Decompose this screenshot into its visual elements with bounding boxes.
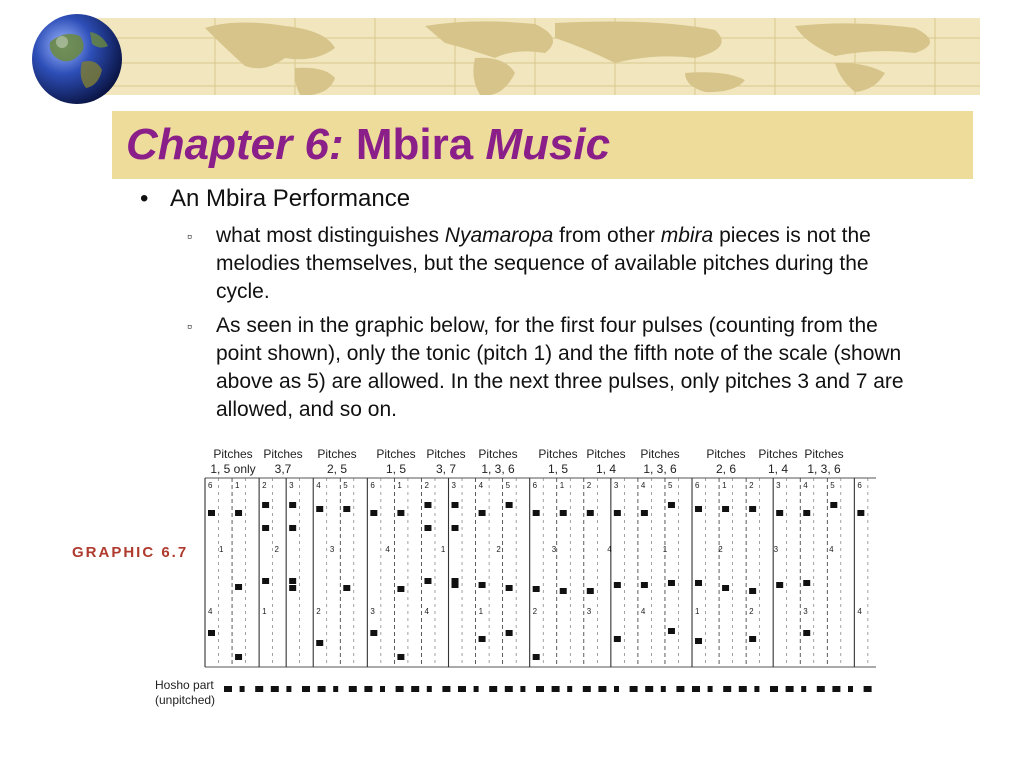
top-row-number: 3 xyxy=(451,481,456,490)
pitch-header-line2: 1, 3, 6 xyxy=(807,462,841,476)
bottom-row-number: 3 xyxy=(586,607,592,616)
hosho-stroke xyxy=(832,686,840,692)
hosho-stroke xyxy=(380,686,385,692)
note-box xyxy=(695,638,702,644)
hosho-stroke xyxy=(364,686,372,692)
hosho-stroke xyxy=(349,686,357,692)
pitch-header-line2: 1, 3, 6 xyxy=(643,462,677,476)
hosho-stroke xyxy=(505,686,513,692)
top-row-number: 2 xyxy=(424,481,429,490)
top-row-number: 3 xyxy=(289,481,294,490)
bullet-dot-icon: • xyxy=(140,185,149,212)
pitch-header-line2: 1, 4 xyxy=(595,462,617,476)
note-box xyxy=(316,506,323,512)
note-box xyxy=(533,510,540,516)
world-map-image xyxy=(95,18,980,95)
graphic-label: GRAPHIC 6.7 xyxy=(72,544,189,561)
top-row-number: 6 xyxy=(532,481,538,490)
pitch-header-line1: Pitches xyxy=(640,447,680,461)
note-box xyxy=(803,510,810,516)
mid-row-number: 3 xyxy=(551,545,557,554)
mid-row-number: 1 xyxy=(219,545,224,554)
mid-row-number: 2 xyxy=(718,545,723,554)
hosho-stroke xyxy=(255,686,263,692)
bottom-row-number: 2 xyxy=(749,607,754,616)
note-box xyxy=(560,510,567,516)
hosho-stroke xyxy=(318,686,326,692)
mid-row-number: 2 xyxy=(496,545,501,554)
note-box xyxy=(289,502,296,508)
top-row-number: 1 xyxy=(397,481,402,490)
top-row-number: 4 xyxy=(803,481,808,490)
bottom-row-number: 4 xyxy=(424,607,429,616)
pitch-header-line2: 2, 6 xyxy=(715,462,737,476)
sub1-middle: from other xyxy=(553,224,661,247)
hosho-stroke xyxy=(723,686,731,692)
score-grid xyxy=(205,478,876,667)
hosho-stroke xyxy=(489,686,497,692)
note-box xyxy=(641,582,648,588)
hosho-row xyxy=(224,686,872,692)
top-row-number: 5 xyxy=(505,481,511,490)
pitch-header-line2: 3,7 xyxy=(274,462,292,476)
note-box xyxy=(587,588,594,594)
note-box xyxy=(722,585,729,591)
pitch-header-line1: Pitches xyxy=(586,447,626,461)
note-box xyxy=(776,510,783,516)
note-box xyxy=(235,654,242,660)
bottom-row-number: 2 xyxy=(532,607,538,616)
sub-bullet-2 xyxy=(140,312,916,424)
note-box xyxy=(343,585,350,591)
bottom-row-number: 1 xyxy=(695,607,700,616)
mbira-pitch-score xyxy=(150,440,880,720)
note-box xyxy=(208,510,215,516)
mid-row-number: 3 xyxy=(773,545,779,554)
note-box xyxy=(343,506,350,512)
mid-row-number: 4 xyxy=(385,545,390,554)
bottom-row-number: 1 xyxy=(262,607,267,616)
note-box xyxy=(452,582,459,588)
note-box xyxy=(749,636,756,642)
note-box xyxy=(479,510,486,516)
pitch-header-line1: Pitches xyxy=(213,447,253,461)
hosho-stroke xyxy=(520,686,525,692)
pitch-header-line2: 1, 4 xyxy=(767,462,789,476)
pitch-header-line1: Pitches xyxy=(263,447,303,461)
hosho-stroke xyxy=(442,686,450,692)
sub1-italic-nyamaropa: Nyamaropa xyxy=(444,224,554,247)
bottom-row-number: 3 xyxy=(803,607,808,616)
note-box xyxy=(262,525,269,531)
sub1-italic-mbira: mbira xyxy=(660,224,714,247)
note-box xyxy=(614,636,621,642)
note-box xyxy=(452,525,459,531)
hosho-stroke xyxy=(458,686,466,692)
mid-row-number: 2 xyxy=(274,545,279,554)
slide-content xyxy=(140,184,960,424)
top-row-number: 6 xyxy=(370,481,375,490)
note-box xyxy=(397,654,404,660)
mid-row-number: 3 xyxy=(329,545,335,554)
pitch-header-line1: Pitches xyxy=(426,447,466,461)
bottom-row-number: 2 xyxy=(316,607,321,616)
note-box xyxy=(560,588,567,594)
note-box xyxy=(235,584,242,590)
top-row-number: 6 xyxy=(857,481,862,490)
note-box xyxy=(614,582,621,588)
note-box xyxy=(803,630,810,636)
pitch-header-line1: Pitches xyxy=(758,447,798,461)
top-row-number: 2 xyxy=(749,481,754,490)
score-notes xyxy=(208,502,864,660)
hosho-stroke xyxy=(614,686,619,692)
top-row-number: 6 xyxy=(208,481,213,490)
bottom-row-number: 3 xyxy=(370,607,375,616)
hosho-stroke xyxy=(302,686,310,692)
mid-row-number: 4 xyxy=(607,545,612,554)
hosho-stroke xyxy=(661,686,666,692)
note-box xyxy=(397,510,404,516)
note-box xyxy=(424,525,431,531)
note-box xyxy=(722,506,729,512)
note-box xyxy=(668,502,675,508)
title-bar xyxy=(112,111,973,179)
pitch-headers xyxy=(210,447,843,476)
note-box xyxy=(424,502,431,508)
note-box xyxy=(262,502,269,508)
note-box xyxy=(641,510,648,516)
hosho-stroke xyxy=(676,686,684,692)
note-box xyxy=(614,510,621,516)
bullet-text: An Mbira Performance xyxy=(170,185,411,212)
top-row-number: 2 xyxy=(262,481,267,490)
top-row-number: 3 xyxy=(613,481,619,490)
pitch-header-line2: 1, 5 xyxy=(547,462,569,476)
sub1-before: what most distinguishes xyxy=(216,224,445,247)
pitch-header-line1: Pitches xyxy=(804,447,844,461)
top-row-number: 1 xyxy=(722,481,727,490)
hosho-stroke xyxy=(427,686,432,692)
top-row-number: 4 xyxy=(640,481,646,490)
mid-row-number: 1 xyxy=(440,545,446,554)
pitch-header-line2: 1, 5 xyxy=(385,462,407,476)
note-box xyxy=(587,510,594,516)
hosho-stroke xyxy=(645,686,653,692)
note-box xyxy=(668,580,675,586)
note-box xyxy=(776,582,783,588)
note-box xyxy=(830,502,837,508)
pitch-header-line2: 1, 3, 6 xyxy=(481,462,515,476)
hosho-stroke xyxy=(708,686,713,692)
note-box xyxy=(370,510,377,516)
note-box xyxy=(479,636,486,642)
title-main: Mbira xyxy=(355,120,474,169)
note-box xyxy=(262,578,269,584)
top-row-number: 5 xyxy=(830,481,835,490)
note-box xyxy=(289,525,296,531)
sub2-text: As seen in the graphic below, for the first four pulses (counting from the point shown), only the tonic (pitch 1) and the fifth note of the scale (shown above as 5) are allowed. In the next three pulses, only pitches 3 and 7 are allowed, and so on. xyxy=(216,314,904,421)
note-box xyxy=(506,630,513,636)
bullet-item xyxy=(140,184,960,214)
hosho-stroke xyxy=(817,686,825,692)
note-box xyxy=(803,580,810,586)
square-bullet-icon: ▫ xyxy=(187,318,192,334)
top-row-number: 3 xyxy=(776,481,781,490)
hosho-label-2: (unpitched) xyxy=(155,693,216,707)
note-box xyxy=(316,640,323,646)
note-box xyxy=(533,586,540,592)
note-box xyxy=(749,588,756,594)
hosho-stroke xyxy=(583,686,591,692)
pitch-header-line1: Pitches xyxy=(478,447,518,461)
hosho-stroke xyxy=(848,686,853,692)
pitch-header-line2: 1, 5 only xyxy=(210,462,256,476)
top-row-number: 1 xyxy=(235,481,240,490)
hosho-stroke xyxy=(739,686,747,692)
hosho-stroke xyxy=(567,686,572,692)
note-box xyxy=(506,585,513,591)
title-suffix: Music xyxy=(485,120,611,169)
bottom-row-number: 4 xyxy=(857,607,862,616)
sub1-after: pieces is not the melodies themselves, but the sequence of available pitches during the cycle. xyxy=(216,224,871,303)
hosho-stroke xyxy=(598,686,606,692)
top-row-number: 1 xyxy=(559,481,565,490)
note-box xyxy=(668,628,675,634)
top-row-number: 6 xyxy=(695,481,700,490)
top-row-number: 5 xyxy=(343,481,348,490)
note-box xyxy=(695,580,702,586)
note-box xyxy=(289,578,296,584)
mid-row-number: 4 xyxy=(829,545,834,554)
pitch-header-line1: Pitches xyxy=(538,447,578,461)
hosho-stroke xyxy=(396,686,404,692)
note-box xyxy=(533,654,540,660)
hosho-stroke xyxy=(692,686,700,692)
hosho-stroke xyxy=(286,686,291,692)
note-box xyxy=(235,510,242,516)
bottom-row-number: 4 xyxy=(640,607,646,616)
hosho-label-1: Hosho part xyxy=(155,678,214,692)
globe-icon xyxy=(30,12,124,106)
note-box xyxy=(857,510,864,516)
note-box xyxy=(397,586,404,592)
mid-row-number: 1 xyxy=(662,545,668,554)
hosho-stroke xyxy=(411,686,419,692)
top-row-number: 2 xyxy=(586,481,592,490)
hosho-stroke xyxy=(240,686,245,692)
title-prefix: Chapter 6: xyxy=(126,120,344,169)
hosho-stroke xyxy=(224,686,232,692)
pitch-header-line1: Pitches xyxy=(376,447,416,461)
hosho-stroke xyxy=(770,686,778,692)
note-box xyxy=(208,630,215,636)
hosho-stroke xyxy=(552,686,560,692)
sub-bullet-1 xyxy=(140,222,916,306)
world-map-banner xyxy=(95,18,980,95)
top-row-number: 5 xyxy=(667,481,673,490)
pitch-header-line2: 2, 5 xyxy=(326,462,348,476)
hosho-stroke xyxy=(801,686,806,692)
note-box xyxy=(506,502,513,508)
top-row-number: 4 xyxy=(316,481,321,490)
note-box xyxy=(452,502,459,508)
note-box xyxy=(370,630,377,636)
note-box xyxy=(695,506,702,512)
hosho-stroke xyxy=(474,686,479,692)
note-box xyxy=(289,585,296,591)
hosho-stroke xyxy=(864,686,872,692)
pitch-header-line1: Pitches xyxy=(317,447,357,461)
pitch-header-line1: Pitches xyxy=(706,447,746,461)
hosho-stroke xyxy=(786,686,794,692)
bottom-row-number: 4 xyxy=(208,607,213,616)
hosho-stroke xyxy=(271,686,279,692)
note-box xyxy=(749,506,756,512)
pitch-header-line2: 3, 7 xyxy=(435,462,457,476)
score-numbers xyxy=(208,481,862,616)
top-row-number: 4 xyxy=(478,481,484,490)
slide-title xyxy=(126,119,610,171)
hosho-stroke xyxy=(630,686,638,692)
bottom-row-number: 1 xyxy=(478,607,484,616)
hosho-stroke xyxy=(333,686,338,692)
note-box xyxy=(424,578,431,584)
note-box xyxy=(479,582,486,588)
square-bullet-icon: ▫ xyxy=(187,228,192,244)
hosho-stroke xyxy=(754,686,759,692)
hosho-stroke xyxy=(536,686,544,692)
